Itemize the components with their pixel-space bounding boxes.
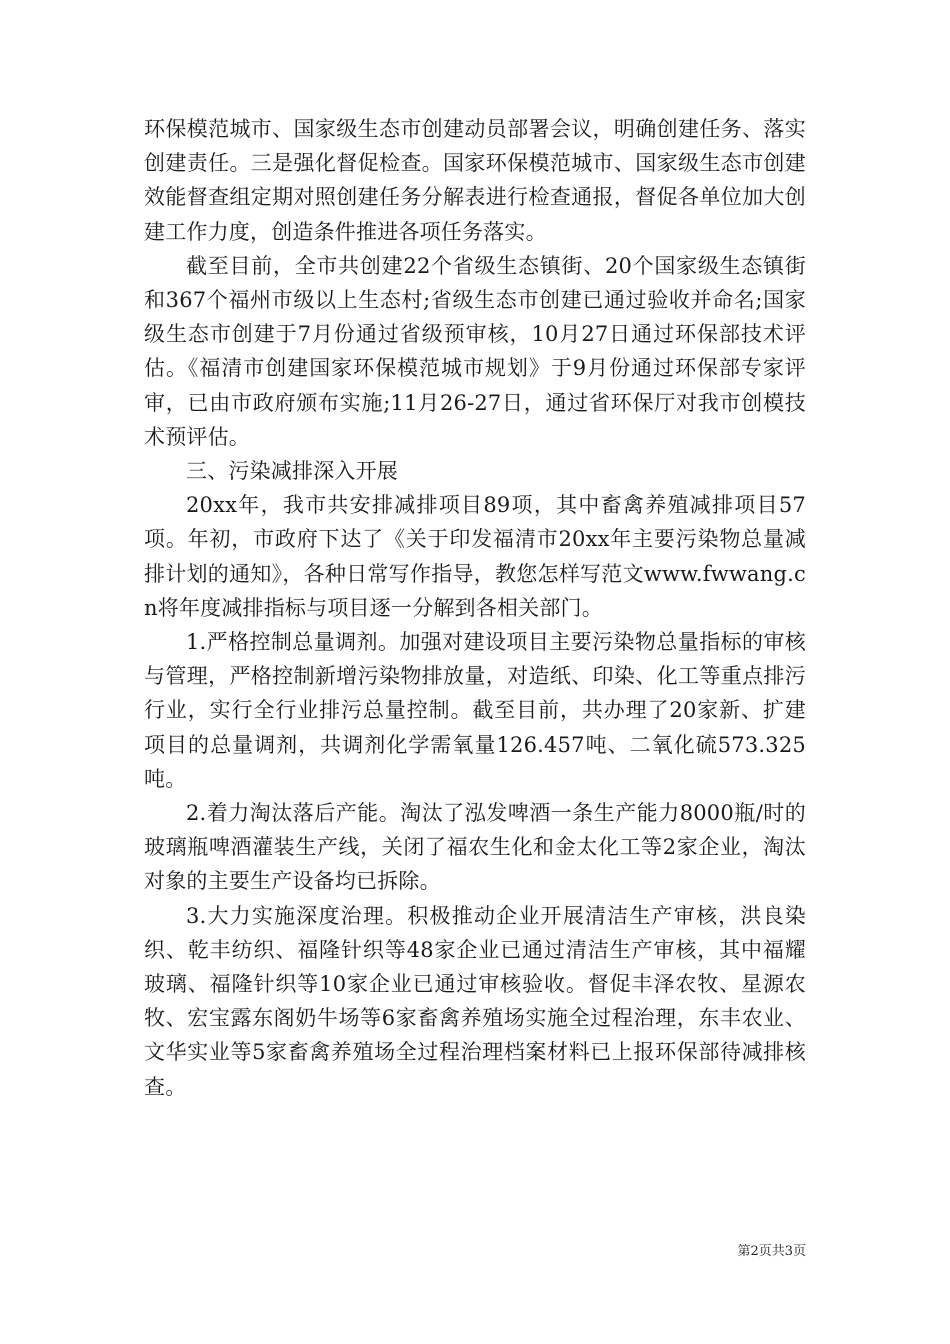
paragraph-reduction-overview: 20xx年，我市共安排减排项目89项，其中畜禽养殖减排项目57项。年初，市政府下达了《关于印发福清市20xx年主要污染物总量减排计划的通知》，各种日常写作指导，教您怎样写范文www.fwwang.cn将年度减排指标与项目逐一分解到各相关部门。 xyxy=(144,493,806,620)
paragraph-progress-summary: 截至目前，全市共创建22个省级生态镇街、20个国家级生态镇街和367个福州市级以上生态村;省级生态市创建已通过验收并命名;国家级生态市创建于7月份通过省级预审核，10月27日通过环保部技术评估。《福清市创建国家环保模范城市规划》于9月份通过环保部专家评审，已由市政府颁布实施;11月26-27日，通过省环保厅对我市创模技术预评估。 xyxy=(144,253,806,449)
document-body xyxy=(144,112,806,1104)
page-number: 第2页共3页 xyxy=(737,1244,806,1259)
paragraph-item-2: 2.着力淘汰落后产能。淘汰了泓发啤酒一条生产能力8000瓶/时的玻璃瓶啤酒灌装生产线，关闭了福农生化和金太化工等2家企业，淘汰对象的主要生产设备均已拆除。 xyxy=(144,801,806,894)
paragraph-continuation: 环保模范城市、国家级生态市创建动员部署会议，明确创建任务、落实创建责任。三是强化督促检查。国家环保模范城市、国家级生态市创建效能督查组定期对照创建任务分解表进行检查通报，督促各单位加大创建工作力度，创造条件推进各项任务落实。 xyxy=(144,117,806,244)
paragraph-item-1: 1.严格控制总量调剂。加强对建设项目主要污染物总量指标的审核与管理，严格控制新增污染物排放量，对造纸、印染、化工等重点排污行业，实行全行业排污总量控制。截至目前，共办理了20家新、扩建项目的总量调剂，共调剂化学需氧量126.457吨、二氧化硫573.325吨。 xyxy=(144,630,806,791)
paragraph-item-3: 3.大力实施深度治理。积极推动企业开展清洁生产审核，洪良染织、乾丰纺织、福隆针织等48家企业已通过清洁生产审核，其中福耀玻璃、福隆针织等10家企业已通过审核验收。督促丰泽农牧、星源农牧、宏宝露东阁奶牛场等6家畜禽养殖场实施全过程治理，东丰农业、文华实业等5家畜禽养殖场全过程治理档案材料已上报环保部待减排核查。 xyxy=(144,903,806,1099)
section-heading: 三、污染减排深入开展 xyxy=(186,459,398,484)
